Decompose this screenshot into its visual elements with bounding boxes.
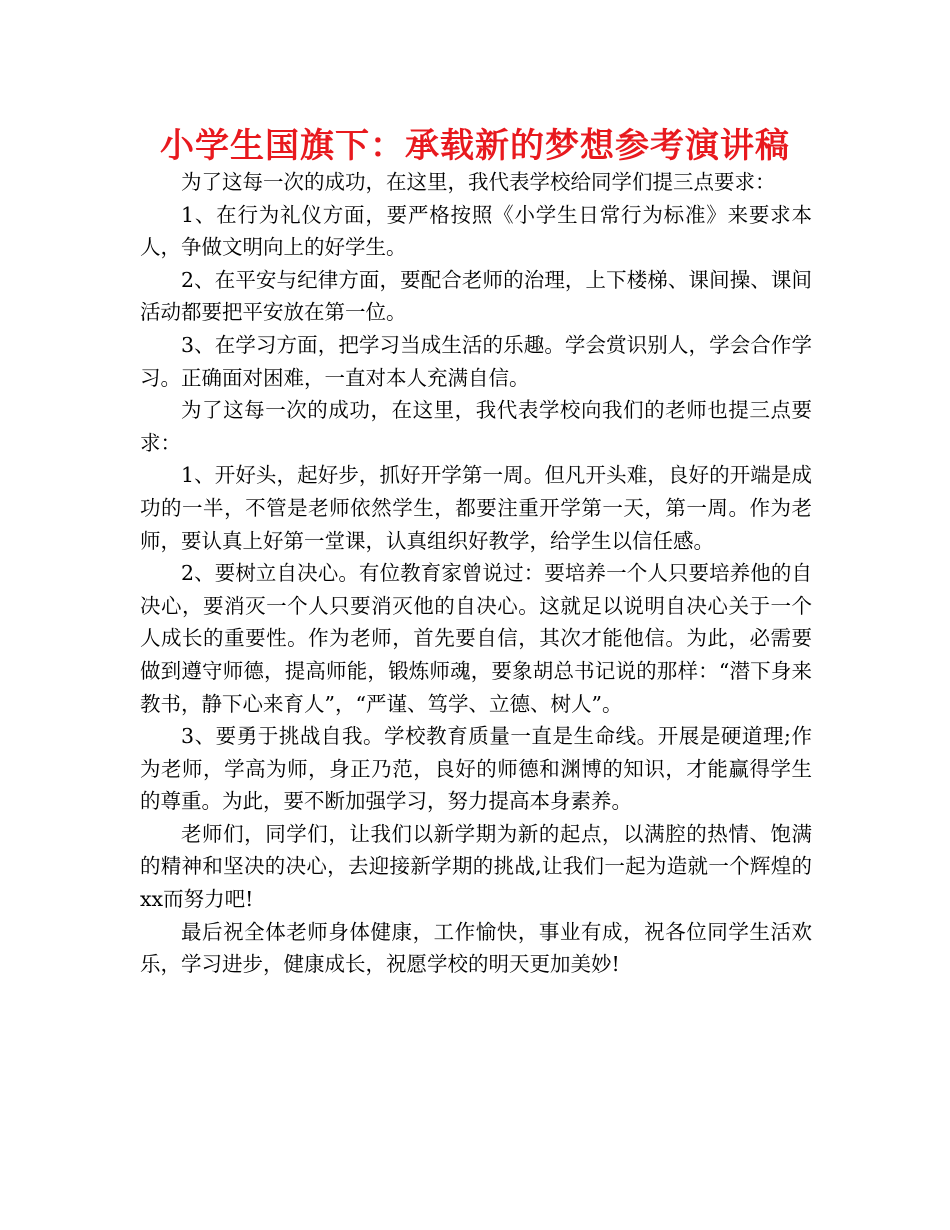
paragraph-teacher-req-2: 2、要树立自决心。有位教育家曾说过：要培养一个人只要培养他的自决心，要消灭一个人只要消灭他的自决心。这就足以说明自决心关于一个人成长的重要性。作为老师，首先要自信，其次才能他信。为此，必需要做到遵守师德，提高师能，锻炼师魂，要象胡总书记说的那样：“潜下身来教书，静下心来育人”，“严谨、笃学、立德、树人”。 [140,561,812,716]
paragraph-intro-students: 为了这每一次的成功，在这里，我代表学校给同学们提三点要求： [181,170,776,194]
paragraph-intro-teachers: 为了这每一次的成功，在这里，我代表学校向我们的老师也提三点要求： [140,398,812,455]
paragraph-teacher-req-3: 3、要勇于挑战自我。学校教育质量一直是生命线。开展是硬道理;作为老师，学高为师，身正乃范，良好的师德和渊博的知识，才能赢得学生的尊重。为此，要不断加强学习，努力提高本身素养。 [140,724,812,814]
document-body [140,166,812,981]
document-title: 小学生国旗下：承载新的梦想参考演讲稿 [160,126,790,166]
paragraph-closing-wishes: 最后祝全体老师身体健康，工作愉快，事业有成，祝各位同学生活欢乐，学习进步，健康成长，祝愿学校的明天更加美妙! [140,919,812,977]
paragraph-teacher-req-1: 1、开好头，起好步，抓好开学第一周。但凡开头难，良好的开端是成功的一半，不管是老师依然学生，都要注重开学第一天，第一周。作为老师，要认真上好第一堂课，认真组织好教学，给学生以信任感。 [140,463,812,553]
paragraph-student-req-3: 3、在学习方面，把学习当成生活的乐趣。学会赏识别人，学会合作学习。正确面对困难，一直对本人充满自信。 [140,332,812,390]
paragraph-call-to-action: 老师们，同学们，让我们以新学期为新的起点，以满腔的热情、饱满的精神和坚决的决心，去迎接新学期的挑战,让我们一起为造就一个辉煌的xx而努力吧! [140,821,812,912]
paragraph-student-req-2: 2、在平安与纪律方面，要配合老师的治理，上下楼梯、课间操、课间活动都要把平安放在第一位。 [140,267,812,325]
paragraph-student-req-1: 1、在行为礼仪方面，要严格按照《小学生日常行为标准》来要求本人，争做文明向上的好学生。 [140,202,812,260]
